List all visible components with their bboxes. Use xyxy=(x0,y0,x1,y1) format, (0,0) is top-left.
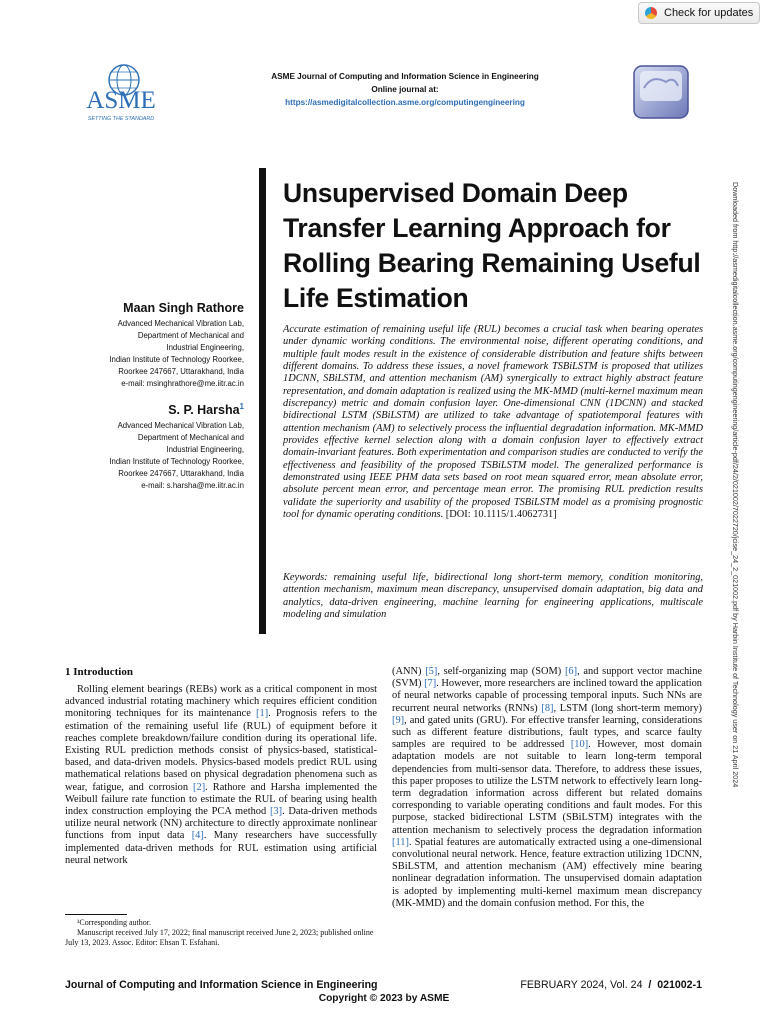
author-block xyxy=(54,300,244,390)
journal-url-link[interactable]: https://asmedigitalcollection.asme.org/computingengineering xyxy=(285,98,525,107)
journal-header xyxy=(215,70,595,109)
body-text: . Data-driven methods utilize neural network (NN) architecture to directly approximate nonlinear functions from input data xyxy=(65,806,378,842)
footnote-manuscript: Manuscript received July 17, 2022; final manuscript received June 2, 2023; published online July 13, 2023. Assoc. Editor: Ehsan T. Esfahani. xyxy=(65,928,374,947)
body-right-column xyxy=(392,666,702,910)
body-text: , and gated units (GRU). For effective transfer learning, considerations such as different feature distributions, fault types, and scarce faulty samples are required to be addressed xyxy=(392,714,702,751)
footer-page: 021002-1 xyxy=(657,979,702,991)
citation-link[interactable]: [4] xyxy=(191,830,204,842)
author-email: e-mail: s.harsha@me.iitr.ac.in xyxy=(141,481,244,491)
journal-cover-icon xyxy=(630,62,694,122)
check-for-updates-button[interactable] xyxy=(638,2,760,24)
paper-title: Unsupervised Domain Deep Transfer Learning Approach for Rolling Bearing Remaining Useful Life Estimation xyxy=(283,178,701,313)
citation-link[interactable]: [7] xyxy=(424,678,437,690)
citation-link[interactable]: [6] xyxy=(564,666,578,677)
footer-journal: Journal of Computing and Information Science in Engineering xyxy=(65,979,378,991)
author-affiliation: Advanced Mechanical Vibration Lab, xyxy=(117,421,244,431)
citation-link[interactable]: [8] xyxy=(541,702,554,714)
citation-link[interactable]: [11] xyxy=(392,836,409,848)
citation-link[interactable]: [5] xyxy=(425,666,438,677)
author-affiliation: Industrial Engineering, xyxy=(166,343,244,353)
body-text: . Many researchers have successfully implemented data-driven methods for RUL estimation using artificial neural network xyxy=(65,830,377,866)
asme-logo-tagline: SETTING THE STANDARD xyxy=(87,116,155,122)
author-block xyxy=(54,402,244,492)
author-affiliation: Indian Institute of Technology Roorkee, xyxy=(109,355,244,365)
footer-issue-date: FEBRUARY 2024, Vol. 24 xyxy=(520,979,643,991)
author-affiliation: Department of Mechanical and xyxy=(137,433,244,443)
asme-logo-text: ASME xyxy=(86,87,156,114)
doi: [DOI: 10.1115/1.4062731] xyxy=(445,509,557,521)
download-stamp xyxy=(726,182,746,942)
download-stamp-text: Downloaded from http://asmedigitalcollection.asme.org/computingengineering/article-pdf/24/2/021002/7022720/jcise_24_2_021002.pdf by Harbin Institute of Technology user on 21 April 2024 xyxy=(731,182,740,788)
abstract xyxy=(283,324,703,522)
author-affiliation: Advanced Mechanical Vibration Lab, xyxy=(117,319,244,329)
body-text: . Spatial features are automatically extracted using a one-dimensional convolutional neural network. Hence, feature extraction utilizing 1DCNN, SBiLSTM, and attention mechanism (AM) effectively mine bearing nonlinear degradation information. The unsupervised domain adaptation is adopted by implementing multi-kernel maximum mean discrepancy (MK-MMD) and the domain confusion method. For this, the xyxy=(392,836,702,909)
citation-link[interactable]: [1] xyxy=(256,708,269,720)
author-name: Maan Singh Rathore xyxy=(123,301,244,316)
citation-link[interactable]: [3] xyxy=(269,806,283,818)
footer-issue xyxy=(480,979,702,991)
body-left-column xyxy=(65,684,377,867)
citation-link[interactable]: [2] xyxy=(193,781,206,793)
citation-link[interactable]: [10] xyxy=(570,739,589,751)
author-affiliation: Industrial Engineering, xyxy=(166,445,244,455)
body-text: . Rathore and Harsha implemented the Weibull failure rate function to estimate the RUL of bearing using health index construction employing the PCA method xyxy=(65,781,377,818)
corresponding-author-mark[interactable]: 1 xyxy=(239,402,244,411)
author-email: e-mail: msinghrathore@me.iitr.ac.in xyxy=(121,379,244,389)
author-affiliation: Department of Mechanical and xyxy=(137,331,244,341)
body-text: , LSTM (long short-term memory) xyxy=(553,702,702,714)
citation-link[interactable]: [9] xyxy=(392,714,405,726)
journal-name: ASME Journal of Computing and Information Science in Engineering xyxy=(271,72,539,81)
body-text: (ANN) xyxy=(392,666,426,677)
check-for-updates-label: Check for updates xyxy=(664,7,754,19)
section-heading: 1 Introduction xyxy=(65,666,133,678)
footer-separator: / xyxy=(648,979,652,991)
body-text: , self-organizing map (SOM) xyxy=(437,666,565,677)
crossmark-icon xyxy=(645,7,657,19)
footnote-rule xyxy=(65,914,127,915)
asme-logo xyxy=(66,58,176,124)
author-affiliation: Indian Institute of Technology Roorkee, xyxy=(109,457,244,467)
body-text: . However, most domain adaptation models are not suitable to learn long-term temporal dependencies from multi-sensor data. Therefore, to address these issues, this paper proposes to utilize the LSTM network to effectively learn long-term degradation information across different but related domains corresponding to variable operating conditions and fault modes. For this purpose, stacked bidirectional LSTM (SBiLSTM) integrates with the attention mechanism to selectively process the degradation information xyxy=(392,739,702,836)
abstract-text: Accurate estimation of remaining useful life (RUL) becomes a crucial task when bearing operates under dynamic working conditions. The environmental noise, different operating conditions, and multiple fault modes result in the existence of considerable distribution and feature shifts between different domains. To address these issues, a novel framework TSBiLSTM is proposed that utilizes 1DCNN, SBiLSTM, and attention mechanism (AM) synergically to extract highly abstract feature representation, and domain adaptation is realized using the MK-MMD (multi-kernel maximum mean discrepancy) metric and domain confusion layer. One-dimensional CNN (1DCNN) and stacked bidirectional LSTM (SBiLSTM) are utilized to take advantage of spatiotemporal features with attention mechanism (AM) to selectively process the influential degradation information. MK-MMD provides effective kernel selection along with a domain confusion layer to effectively extract domain-invariant features. Both experimentation and comparison studies are conducted to verify the effectiveness and feasibility of the proposed TSBiLSTM model. The generalized performance is demonstrated using IEEE PHM data sets based on root mean squared error, mean absolute error, absolute percent mean error, and percentage mean error. The promising RUL prediction results validate the superiority and usability of the proposed TSBiLSTM model as a promising prognostic tool for dynamic operating conditions. xyxy=(283,324,703,521)
footnotes xyxy=(65,918,377,948)
author-name: S. P. Harsha$^1$ xyxy=(168,402,244,418)
body-text: Rolling element bearings (REBs) work as a critical component in most advanced industrial rotating machinery which requires efficient condition monitoring techniques for its maintenance xyxy=(65,684,377,720)
footnote-corresponding: ¹Corresponding author. xyxy=(77,918,151,927)
author-affiliation: Roorkee 247667, Uttarakhand, India xyxy=(118,367,244,377)
copyright: Copyright © 2023 by ASME xyxy=(318,993,450,1004)
title-rule xyxy=(259,168,266,634)
author-affiliation: Roorkee 247667, Uttarakhand, India xyxy=(118,469,244,479)
online-label: Online journal at: xyxy=(371,85,439,94)
body-text: . Prognosis refers to the estimation of the remaining useful life (RUL) of equipment before it reaches complete breakdown/failure condition during its operational life. Existing RUL prediction methods consist of physics-based, statistical-based, and data-driven models. Physics-based models predict RUL using mathematical relations based on physical degradation phenomena such as wear, fatigue, and corrosion xyxy=(65,708,377,793)
keywords: Keywords: remaining useful life, bidirectional long short-term memory, condition monitoring, attention mechanism, maximum mean discrepancy, unsupervised domain adaptation, big data and analytics, data-driven engineering, machine learning for engineering applications, multiscale modeling and simulation xyxy=(283,572,703,621)
body-text: . However, more researchers are inclined toward the application of neural networks capable of processing temporal inputs. Such NNs are recurrent neural networks (RNNs) xyxy=(392,678,702,714)
body-text: , and support vector machine (SVM) xyxy=(392,666,703,690)
